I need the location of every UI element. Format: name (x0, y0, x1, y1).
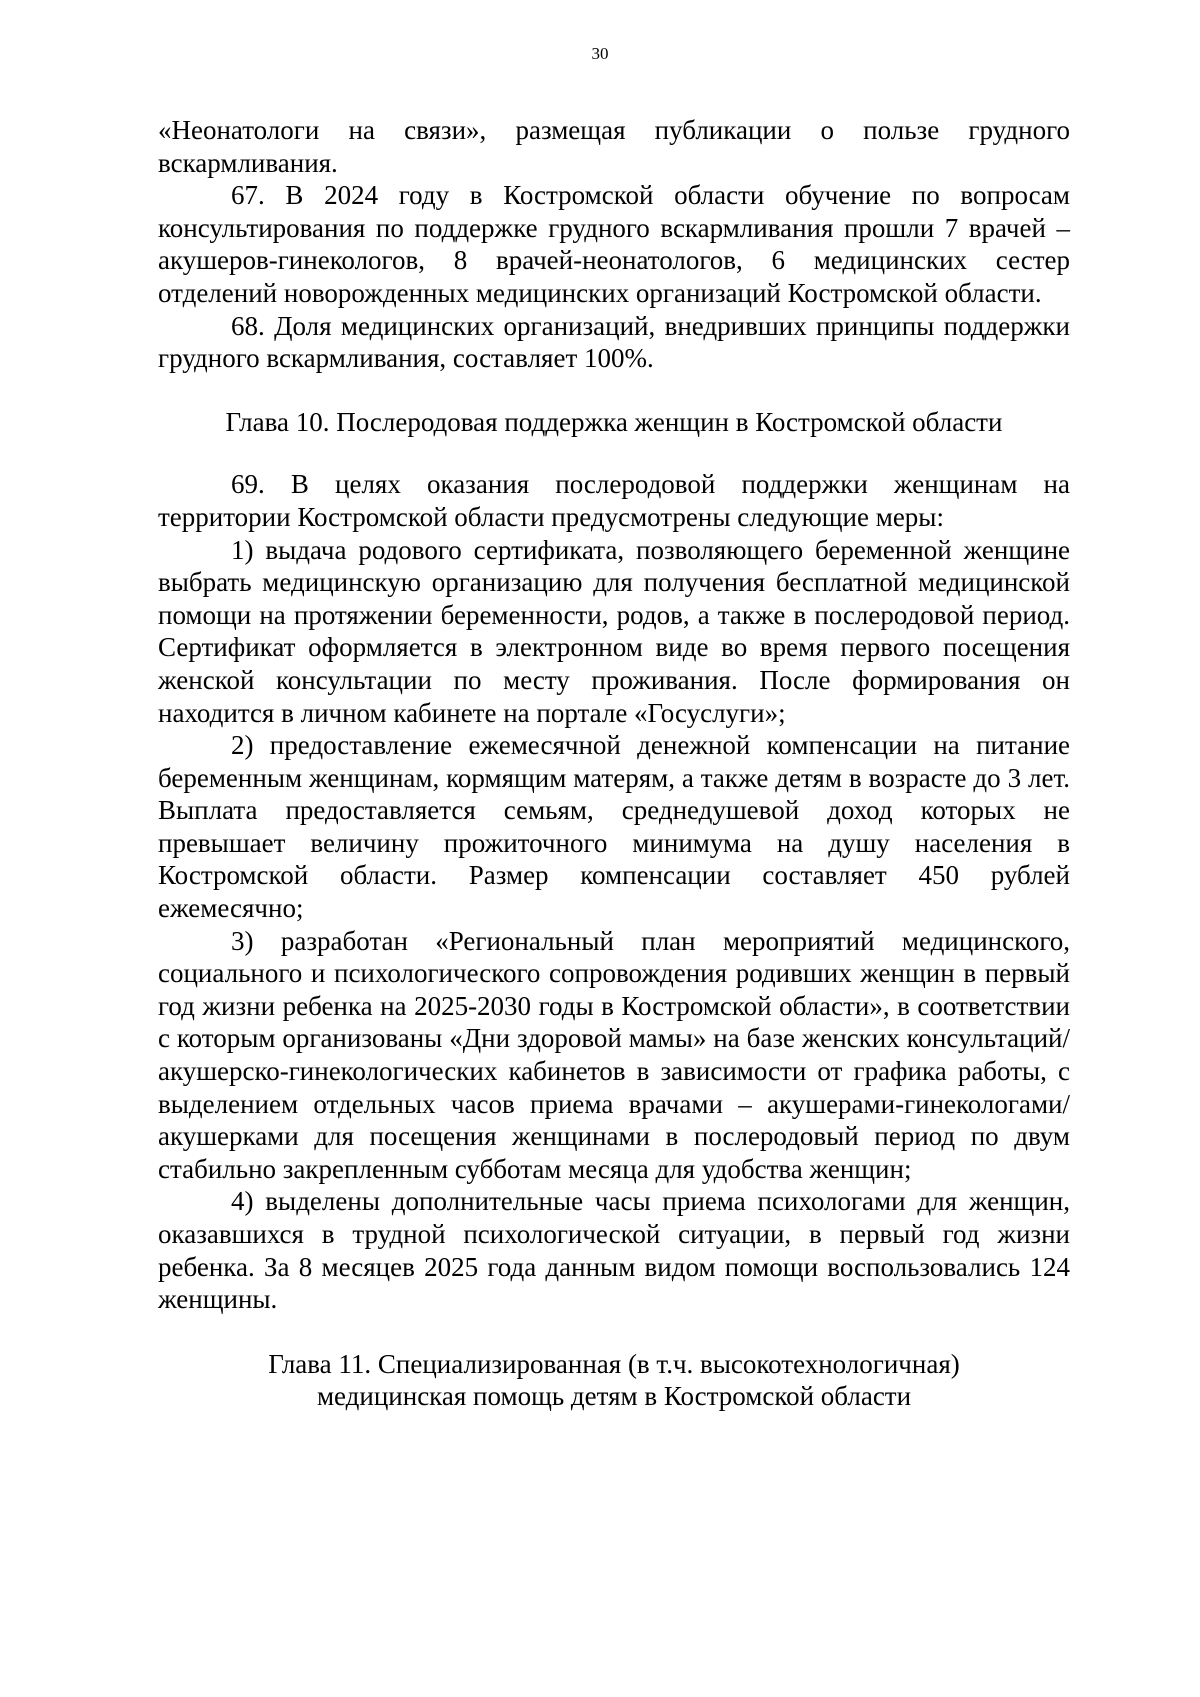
paragraph-continuation: «Неонатологи на связи», размещая публикации о пользе грудного вскармливания. (158, 115, 1070, 178)
paragraph-68: 68. Доля медицинских организаций, внедривших принципы поддержки грудного вскармливания, составляет 100%. (158, 310, 1070, 374)
list-item-2: 2) предоставление ежемесячной денежной компенсации на питание беременным женщинам, кормящим матерям, а также детям в возрасте до 3 лет. Выплата предоставляется семьям, среднедушевой доход которых не превышает величину прожиточного минимума на душу населения в Костромской области. Размер компенсации составляет 450 рублей ежемесячно; (158, 730, 1070, 924)
chapter-11-heading-line-2: медицинская помощь детям в Костромской области (316, 1381, 912, 1412)
paragraph-67: 67. В 2024 году в Костромской области обучение по вопросам консультирования по поддержке грудного вскармливания прошли 7 врачей – акушеров-гинекологов, 8 врачей-неонатологов, 6 медицинских сестер отделений новорожденных медицинских организаций Костромской области. (158, 180, 1070, 308)
list-item-3: 3) разработан «Региональный план мероприятий медицинского, социального и психологического сопровождения родивших женщин в первый год жизни ребенка на 2025-2030 годы в Костромской области», в соответствии с которым организованы «Дни здоровой мамы» на базе женских консультаций/акушерско-гинекологических кабинетов в зависимости от графика работы, с выделением отдельных часов приема врачами – акушерами-гинекологами/акушерками для посещения женщинами в послеродовый период по двум стабильно закрепленным субботам месяца для удобства женщин; (158, 925, 1070, 1184)
chapter-11-heading (158, 1348, 1070, 1413)
paragraph-69: 69. В целях оказания послеродовой поддержки женщинам на территории Костромской области предусмотрены следующие меры: (158, 469, 1070, 532)
list-item-4: 4) выделены дополнительные часы приема психологами для женщин, оказавшихся в трудной психологической ситуации, в первый год жизни ребенка. За 8 месяцев 2025 года данным видом помощи воспользовались 124 женщины. (158, 1186, 1070, 1315)
list-item-1: 1) выдача родового сертификата, позволяющего беременной женщине выбрать медицинскую организацию для получения бесплатной медицинской помощи на протяжении беременности, родов, а также в послеродовой период. Сертификат оформляется в электронном виде во время первого посещения женской консультации по месту проживания. После формирования он находится в личном кабинете на портале «Госуслуги»; (158, 534, 1070, 728)
chapter-10-heading: Глава 10. Послеродовая поддержка женщин в Костромской области (225, 406, 1003, 437)
page-number: 30 (591, 44, 609, 63)
chapter-11-heading-line-1: Глава 11. Специализированная (в т.ч. высокотехнологичная) (268, 1348, 960, 1379)
document-body (158, 114, 1070, 1413)
